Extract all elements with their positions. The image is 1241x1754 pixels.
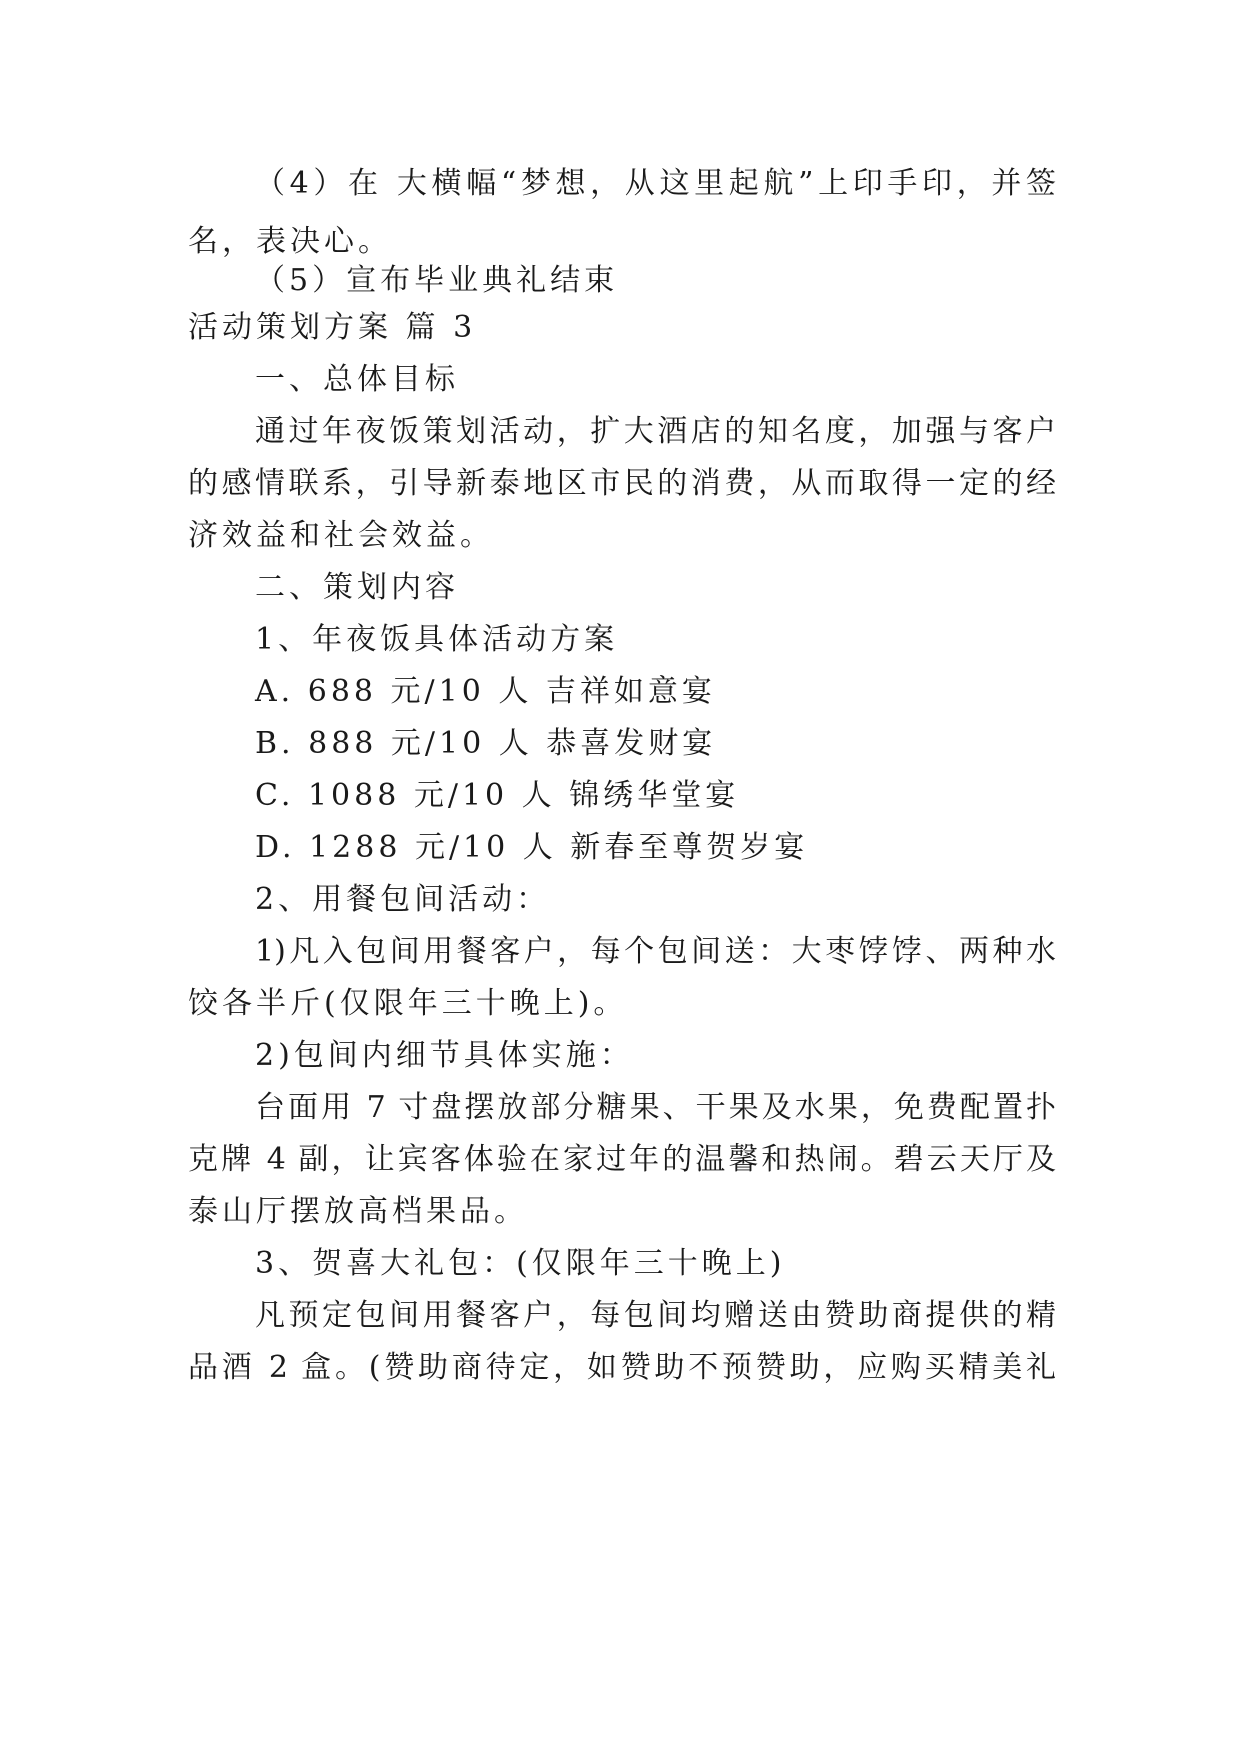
list-heading: 3、贺喜大礼包：(仅限年三十晚上) xyxy=(255,1246,786,1281)
paragraph-line: 通过年夜饭策划活动，扩大酒店的知名度，加强与客户 xyxy=(255,414,1056,449)
paragraph-line: 的感情联系，引导新泰地区市民的消费，从而取得一定的经 xyxy=(188,466,1056,501)
section-heading: 活动策划方案 篇 3 xyxy=(188,310,477,345)
list-heading: 2、用餐包间活动： xyxy=(255,882,551,917)
list-heading: 1、年夜饭具体活动方案 xyxy=(255,622,619,657)
list-item: C. 1088 元/10 人 锦绣华堂宴 xyxy=(255,778,740,813)
list-item: A. 688 元/10 人 吉祥如意宴 xyxy=(255,674,716,709)
paragraph-line: 饺各半斤(仅限年三十晚上)。 xyxy=(188,986,628,1021)
list-item: D. 1288 元/10 人 新春至尊贺岁宴 xyxy=(255,830,809,865)
subsection-heading: 一、总体目标 xyxy=(255,362,459,397)
paragraph-line: 泰山厅摆放高档果品。 xyxy=(188,1194,528,1229)
subsection-heading: 二、策划内容 xyxy=(255,570,459,605)
paragraph-line: （5）宣布毕业典礼结束 xyxy=(255,263,619,298)
paragraph-line: 克牌 4 副，让宾客体验在家过年的温馨和热闹。碧云天厅及 xyxy=(188,1142,1056,1177)
paragraph-line: 1)凡入包间用餐客户，每个包间送：大枣饽饽、两种水 xyxy=(255,934,1056,969)
paragraph-line: 台面用 7 寸盘摆放部分糖果、干果及水果，免费配置扑 xyxy=(255,1090,1056,1125)
paragraph-line: 品酒 2 盒。(赞助商待定，如赞助不预赞助，应购买精美礼 xyxy=(188,1350,1056,1385)
paragraph-line: 凡预定包间用餐客户，每包间均赠送由赞助商提供的精 xyxy=(255,1298,1056,1333)
list-item: B. 888 元/10 人 恭喜发财宴 xyxy=(255,726,717,761)
paragraph-line: （4）在 大横幅“梦想，从这里起航”上印手印，并签 xyxy=(255,166,1056,201)
paragraph-line: 名，表决心。 xyxy=(188,224,392,259)
paragraph-line: 济效益和社会效益。 xyxy=(188,518,494,553)
paragraph-line: 2)包间内细节具体实施： xyxy=(255,1038,634,1073)
